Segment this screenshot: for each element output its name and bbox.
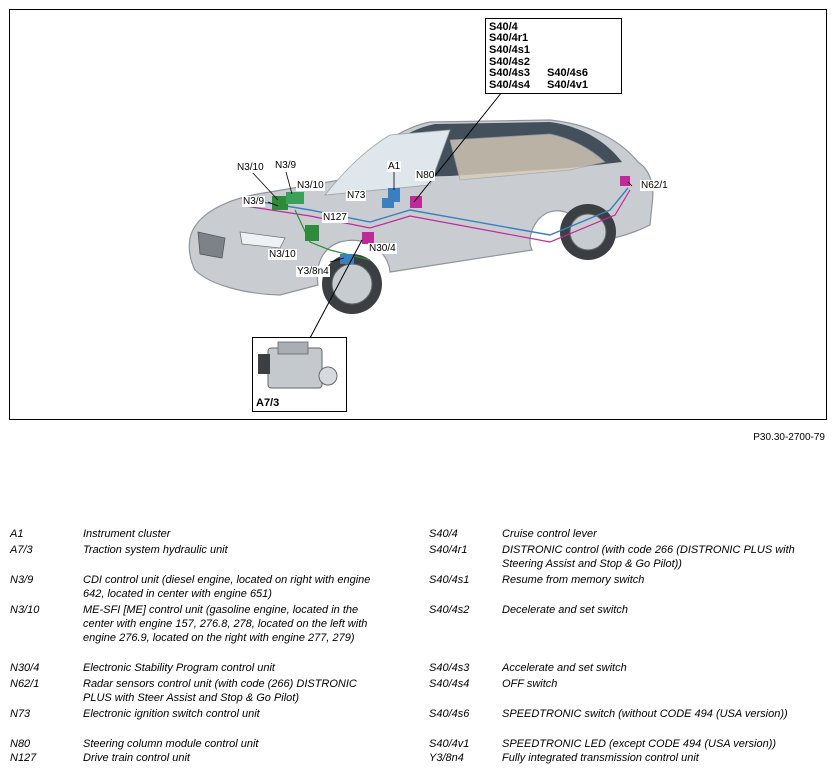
legend-code: N3/9 (10, 574, 34, 586)
legend-code: N73 (10, 708, 31, 720)
component-n62-1 (620, 176, 630, 186)
label-y3-8n4: Y3/8n4 (297, 266, 329, 277)
legend-description: Resume from memory switch (502, 574, 645, 586)
legend-description: Accelerate and set switch (502, 662, 627, 674)
label-n62-1: N62/1 (641, 180, 668, 191)
legend-code: N127 (10, 752, 37, 764)
component-n3-10 (272, 196, 288, 210)
label-n80: N80 (416, 170, 435, 181)
legend-code: N62/1 (10, 678, 40, 690)
legend-description: Instrument cluster (83, 528, 171, 540)
label-n3-9-top: N3/9 (275, 160, 297, 171)
label-n127: N127 (323, 212, 347, 223)
front-rim (332, 264, 372, 304)
legend-description: SPEEDTRONIC switch (without CODE 494 (USA version)) (502, 708, 788, 720)
label-n3-9-left: N3/9 (243, 196, 265, 207)
callout-code: S40/4 (489, 21, 518, 33)
legend-code: Y3/8n4 (429, 752, 464, 764)
legend-code: N30/4 (10, 662, 40, 674)
callout-code: A7/3 (256, 397, 280, 409)
legend-code: S40/4r1 (429, 544, 468, 556)
reference-code: P30.30-2700-79 (753, 432, 825, 443)
callout-code: S40/4s1 (489, 44, 530, 56)
callout-hydraulic-unit (252, 337, 347, 412)
callout-code: S40/4s3 (489, 67, 530, 79)
label-n73: N73 (347, 190, 366, 201)
legend-code: N3/10 (10, 604, 40, 616)
legend-code: S40/4s2 (429, 604, 470, 616)
component-n3-9 (286, 192, 304, 204)
legend-code: S40/4s4 (429, 678, 470, 690)
label-a1: A1 (388, 161, 401, 172)
legend-description: Electronic Stability Program control unit (83, 662, 275, 674)
diagram-frame (9, 9, 827, 420)
legend-code: S40/4 (429, 528, 458, 540)
label-n3-10-top: N3/10 (237, 162, 264, 173)
legend-code: A7/3 (10, 544, 33, 556)
callout-code: S40/4s2 (489, 56, 530, 68)
legend-code: S40/4v1 (429, 738, 470, 750)
legend-description: Cruise control lever (502, 528, 597, 540)
callout-code: S40/4s6 (547, 67, 588, 79)
component-n127 (305, 225, 319, 241)
callout-code: S40/4r1 (489, 32, 529, 44)
legend-code: S40/4s6 (429, 708, 470, 720)
label-n3-10-low: N3/10 (269, 249, 296, 260)
label-n3-10-mid: N3/10 (297, 180, 324, 191)
legend (0, 527, 837, 773)
callout-code: S40/4s4 (489, 79, 530, 91)
legend-description: OFF switch (502, 678, 558, 690)
legend-description: ME-SFI [ME] control unit (gasoline engine, located in the center with engine 157, 276.8, 278, located on the left with engine 276.9, located on the right with engine 277, 279) (83, 604, 368, 644)
component-n80 (410, 196, 422, 208)
legend-description: Decelerate and set switch (502, 604, 628, 616)
legend-description: Drive train control unit (83, 752, 190, 764)
legend-description: Fully integrated transmission control unit (502, 752, 699, 764)
legend-code: A1 (10, 528, 24, 540)
legend-description: Traction system hydraulic unit (83, 544, 228, 556)
legend-description: DISTRONIC control (with code 266 (DISTRONIC PLUS with Steering Assist and Stop & Go Pilot)) (502, 544, 795, 570)
legend-description: SPEEDTRONIC LED (except CODE 494 (USA version)) (502, 738, 777, 750)
callout-code: S40/4v1 (547, 79, 588, 91)
car-illustration (10, 10, 827, 420)
legend-description: Steering column module control unit (83, 738, 259, 750)
legend-description: CDI control unit (diesel engine, located on right with engine 642, located in center with engine 651) (83, 574, 371, 600)
label-n30-4: N30/4 (369, 243, 396, 254)
legend-code: S40/4s3 (429, 662, 470, 674)
callout-cruise-control-lever (485, 18, 622, 94)
legend-description: Electronic ignition switch control unit (83, 708, 260, 720)
legend-code: N80 (10, 738, 31, 750)
legend-code: S40/4s1 (429, 574, 470, 586)
legend-description: Radar sensors control unit (with code (266) DISTRONIC PLUS with Steer Assist and Stop & Go Pilot) (83, 678, 357, 704)
component-n73 (382, 198, 394, 208)
